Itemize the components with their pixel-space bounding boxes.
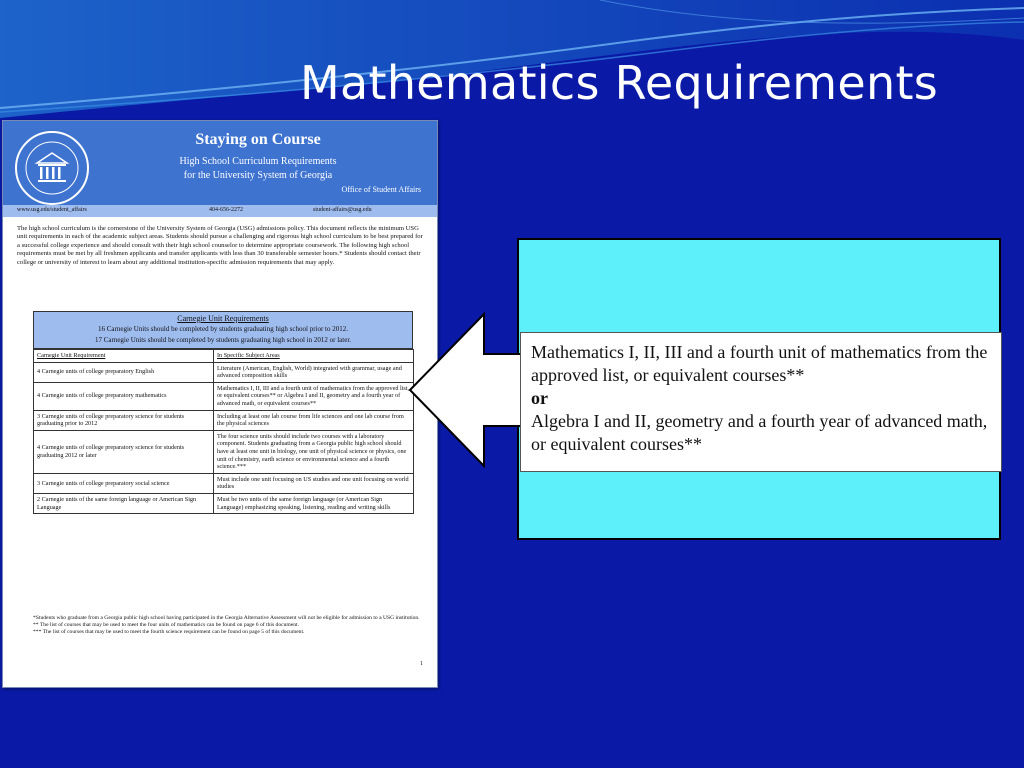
footnote: *Students who graduate from a Georgia public high school having participated in the Georgia Alternative Assessment will not be eligible for admission to a USG institution. [33,615,420,621]
requirement-cell: 3 Carnegie units of college preparatory science for students graduating prior to 2012 [34,410,214,430]
detail-cell: Must include one unit focusing on US studies and one unit focusing on world studies [214,473,414,493]
requirements-table-header [33,311,413,349]
callout-option-1: Mathematics I, II, III and a fourth unit of mathematics from the approved list, or equivalent courses** [531,342,988,385]
requirements-table [33,311,413,514]
document-website: www.usg.edu/student_affairs [17,207,87,213]
requirement-cell: 4 Carnegie units of college preparatory science for students graduating 2012 or later [34,430,214,473]
requirement-cell: 3 Carnegie units of college preparatory social science [34,473,214,493]
table-row [34,430,414,473]
table-line-1: 16 Carnegie Units should be completed by students graduating high school prior to 2012. [97,325,349,333]
callout-or: or [531,388,548,408]
table-row [34,362,414,382]
document-phone: 404-656-2272 [209,207,243,213]
page-number: 1 [420,661,423,667]
detail-cell: Must be two units of the same foreign language (or American Sign Language) emphasizing speaking, listening, reading and writing skills [214,493,414,513]
table-row [34,473,414,493]
column-header-requirement: Carnegie Unit Requirement [34,350,214,363]
detail-cell: Mathematics I, II, III and a fourth unit of mathematics from the approved list, or equivalent courses** or Algebra I and II, geometry and a fourth year of advanced math, or equivalent courses** [214,382,414,410]
left-arrow-icon [408,312,528,468]
table-line-2: 17 Carnegie Units should be completed by students graduating high school in 2012 or later. [94,336,352,344]
requirement-cell: 2 Carnegie units of the same foreign language or American Sign Language [34,493,214,513]
table-row [34,493,414,513]
table-title: Carnegie Unit Requirements [177,314,269,323]
curriculum-document [2,120,438,688]
detail-cell: The four science units should include two courses with a laboratory component. Students graduating from a Georgia public high school should have at least one unit in biology, one unit of physical science or physics, one unit of chemistry, earth science or environmental science and a fourth science.*** [214,430,414,473]
document-office: Office of Student Affairs [341,185,421,194]
document-header [3,121,437,205]
document-contact-bar [3,205,437,217]
table-row [34,410,414,430]
document-subtitle: High School Curriculum Requirements for the University System of Georgia [179,156,337,181]
detail-cell: Literature (American, English, World) integrated with grammar, usage and advanced composition skills [214,362,414,382]
table-row [34,382,414,410]
column-header-subject-areas: In Specific Subject Areas [214,350,414,363]
callout-option-2: Algebra I and II, geometry and a fourth year of advanced math, or equivalent courses** [531,411,988,454]
detail-cell: Including at least one lab course from life sciences and one lab course from the physical sciences [214,410,414,430]
requirement-cell: 4 Carnegie units of college preparatory mathematics [34,382,214,410]
document-email: student-affairs@usg.edu [313,207,372,213]
document-footnotes [33,615,423,637]
university-seal-icon [15,131,89,205]
footnote: *** The list of courses that may be used to meet the fourth science requirement can be found on page 5 of this document. [33,629,305,636]
slide-title: Mathematics Requirements [300,56,939,110]
math-requirement-callout [520,332,1002,472]
footnote: ** The list of courses that may be used to meet the four units of mathematics can be found on page 6 of this document. [33,622,300,629]
document-intro: The high school curriculum is the cornerstone of the University System of Georgia (USG) admissions policy. This document reflects the minimum USG unit requirements in each of the academic subject areas. Students should pursue a challenging and rigorous high school curriculum to be best prepared for a successful college experience and should consult with their high school counselor to determine appropriate coursework. The following high school requirements must be met by all freshmen applicants and transfer applicants with less than 30 transferable semester hours.* Students should contact their college or university of interest to learn about any additional institution-specific admission requirements that may apply. [17,225,423,266]
document-title: Staying on Course [195,131,321,148]
requirement-cell: 4 Carnegie units of college preparatory English [34,362,214,382]
